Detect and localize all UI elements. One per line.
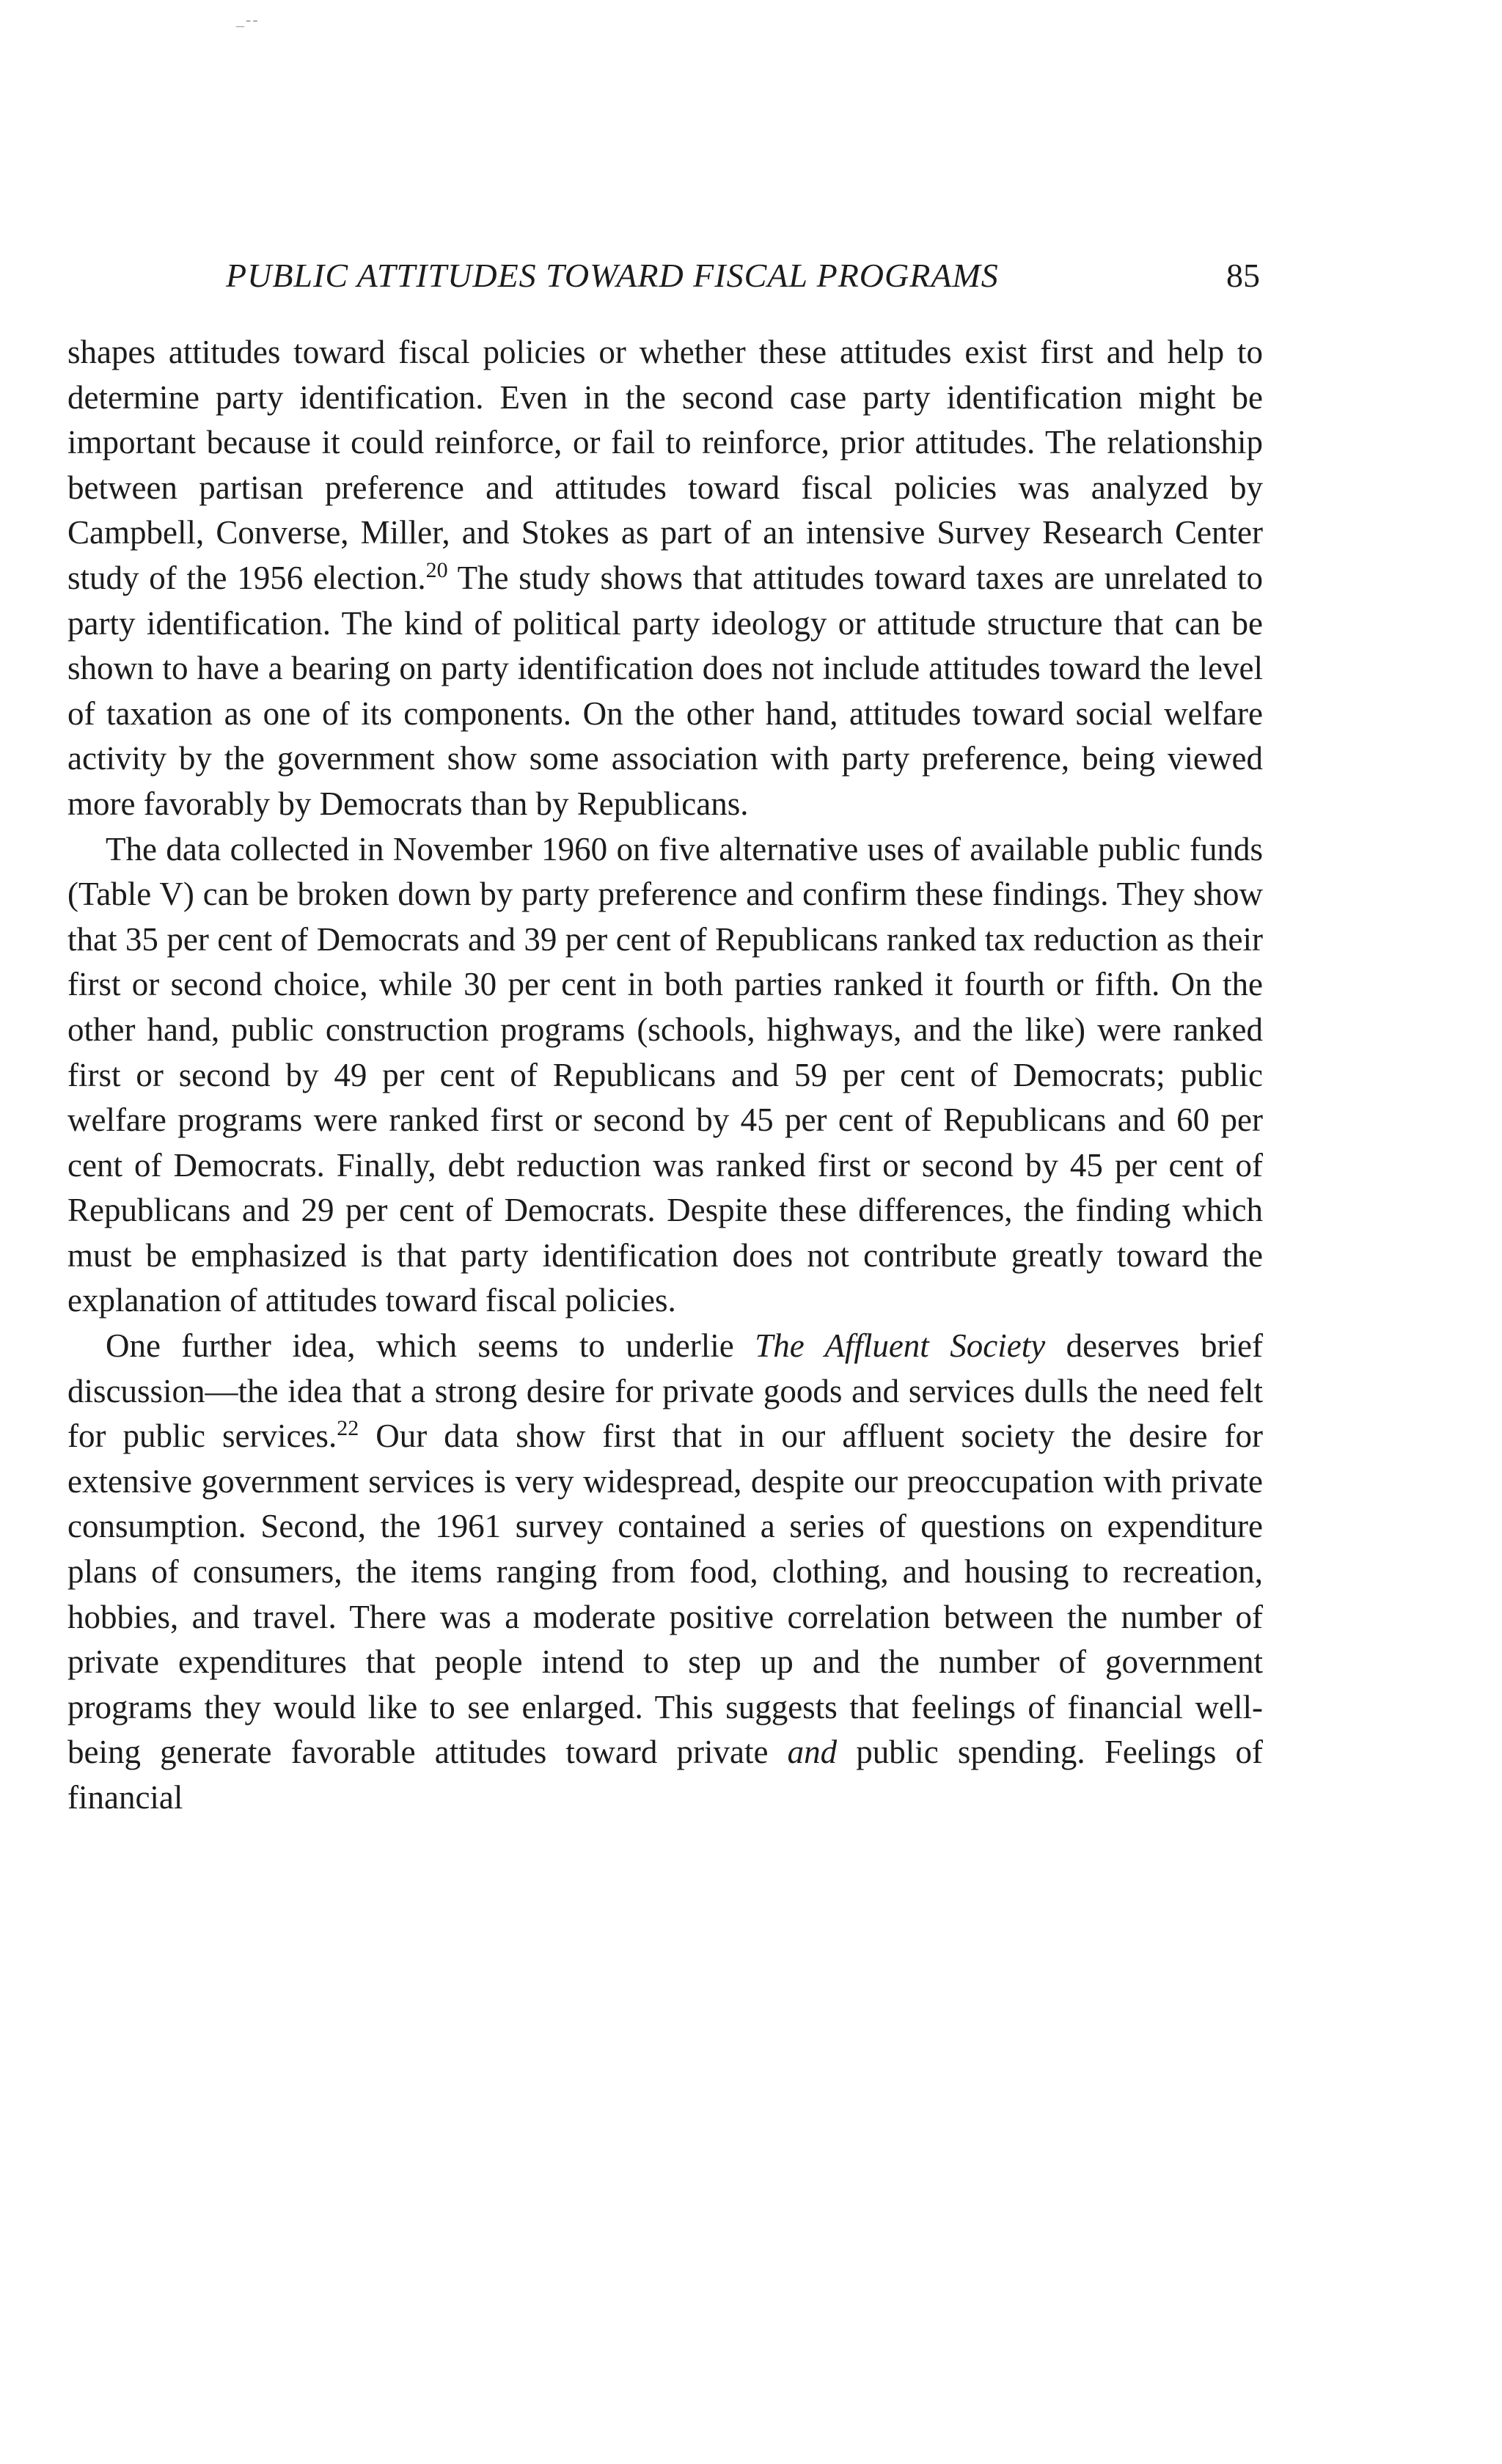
paragraph-affluent-society: [67, 1324, 1263, 1821]
paragraph-continued: [67, 330, 1263, 827]
emphasis-word: and: [787, 1734, 838, 1771]
page-number: 85: [1226, 257, 1260, 294]
scan-artifact-mark: _--: [236, 10, 260, 29]
paragraph-text: One further idea, which seems to underlie: [106, 1327, 755, 1365]
paragraph-text: Our data show first that in our affluent society the desire for extensive government services is very widespread, despite our preoccupation with private consumption. Second, the 1961 survey contained a series of questions on expenditure plans of consumers, the items ranging from food, clothing, and housing to recreation, hobbies, and travel. There was a moderate positive correlation between the number of private expenditures that people intend to step up and the number of government programs they would like to see enlarged. This suggests that feelings of financial well-being generate favorable attitudes toward private: [67, 1418, 1263, 1771]
running-head: [226, 246, 1260, 305]
paragraph-party-preference-data: The data collected in November 1960 on five alternative uses of available public funds (Table V) can be broken down by party preference and confirm these findings. They show that 35 per cent of Democrats and 39 per cent of Republicans ranked tax reduction as their first or second choice, while 30 per cent in both parties ranked it fourth or fifth. On the other hand, public construction programs (schools, highways, and the like) were ranked first or second by 49 per cent of Republicans and 59 per cent of Democrats; public welfare programs were ranked first or second by 45 per cent of Republicans and 60 per cent of Democrats. Finally, debt reduction was ranked first or second by 45 per cent of Republicans and 29 per cent of Democrats. Despite these differences, the finding which must be emphasized is that party identification does not contribute greatly toward the explanation of attitudes toward fiscal policies.: [67, 830, 1263, 1319]
paragraph-text: The study shows that attitudes toward taxes are unrelated to party identification. The kind of political party ideology or attitude structure that can be shown to have a bearing on party identification does not include attitudes toward the level of taxation as one of its components. On the other hand, attitudes toward social welfare activity by the government show some association with party preference, being viewed more favorably by Democrats than by Republicans.: [67, 559, 1263, 822]
running-head-title: PUBLIC ATTITUDES TOWARD FISCAL PROGRAMS: [226, 257, 999, 294]
book-title: The Affluent Society: [755, 1327, 1046, 1365]
paragraph-text: shapes attitudes toward fiscal policies or whether these attitudes exist first and help to determine party identification. Even in the second case party identification might be important because it could reinforce, or fail to reinforce, prior attitudes. The relationship between partisan preference and attitudes toward fiscal policies was analyzed by Campbell, Converse, Miller, and Stokes as part of an intensive Survey Research Center study of the 1956 election.: [67, 334, 1263, 596]
footnote-ref-22[interactable]: 22: [337, 1416, 359, 1441]
paragraph-text: public spending. Feelings of financial: [67, 1734, 1263, 1816]
paragraph-text: deserves brief discussion—the idea that a strong desire for private goods and services dulls the need felt for public services.: [67, 1327, 1263, 1455]
footnote-ref-20[interactable]: 20: [425, 557, 448, 582]
body-text: [67, 330, 1263, 1821]
